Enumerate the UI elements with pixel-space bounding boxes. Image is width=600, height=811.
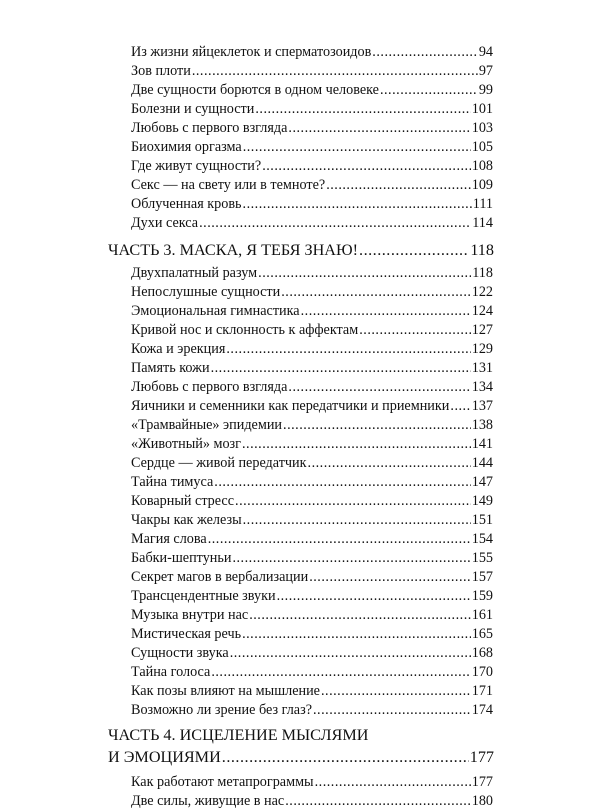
- toc-entry: [131, 529, 493, 549]
- dot-leader: [232, 548, 470, 568]
- toc-entry: [131, 175, 493, 195]
- toc-entry: [131, 548, 493, 568]
- toc-entry-page: 114: [472, 215, 493, 231]
- toc-entry: [131, 453, 493, 473]
- dot-leader: [242, 434, 471, 454]
- dot-leader: [277, 586, 471, 606]
- dot-leader: [301, 301, 471, 321]
- toc-entry: [131, 213, 493, 233]
- toc-entry-page: 168: [471, 645, 493, 661]
- dot-leader: [326, 175, 471, 195]
- toc-entry: [131, 681, 493, 701]
- toc-entry: [131, 662, 493, 682]
- toc-entry-title: Коварный стресс: [131, 493, 235, 509]
- dot-leader: [308, 453, 471, 473]
- toc-entry: [131, 791, 493, 811]
- toc-entry-page: 170: [471, 664, 493, 680]
- toc-entry-page: 159: [471, 588, 493, 604]
- dot-leader: [249, 605, 471, 625]
- toc-entry-title: Возможно ли зрение без глаз?: [131, 702, 312, 718]
- toc-entry-page: 111: [472, 196, 493, 212]
- dot-leader: [243, 137, 471, 157]
- toc-entry-page: 151: [471, 512, 493, 528]
- toc-entry-page: 137: [471, 398, 493, 414]
- toc-entry-page: 134: [471, 379, 493, 395]
- toc-entry-title: Сущности звука: [131, 645, 229, 661]
- toc-entry-title: Секс — на свету или в темноте?: [131, 177, 326, 193]
- dot-leader: [262, 156, 471, 176]
- toc-entry: [131, 396, 493, 416]
- toc-entry-page: 101: [471, 101, 493, 117]
- toc-entry-page: 124: [471, 303, 493, 319]
- dot-leader: [242, 624, 471, 644]
- toc-entry: [131, 772, 493, 792]
- toc-entry-title: Как позы влияют на мышление: [131, 683, 320, 699]
- toc-entry: [131, 282, 493, 302]
- toc-entry: [131, 42, 493, 62]
- toc-entry-title: Секрет магов в вербализации: [131, 569, 309, 585]
- toc-entry-title: Магия слова: [131, 531, 207, 547]
- toc-entry-page: 127: [471, 322, 493, 338]
- toc-entry: [131, 377, 493, 397]
- dot-leader: [359, 320, 471, 340]
- toc-entry: [131, 339, 493, 359]
- toc-entry-title: Чакры как железы: [131, 512, 242, 528]
- toc-entry-page: 97: [478, 63, 493, 79]
- toc-entry-page: 161: [471, 607, 493, 623]
- toc-entry-page: 103: [471, 120, 493, 136]
- toc-entry-title: Две сущности борются в одном человеке: [131, 82, 379, 98]
- dot-leader: [288, 377, 470, 397]
- toc-entry-page: 122: [471, 284, 493, 300]
- toc-entry: [131, 99, 493, 119]
- dot-leader: [372, 42, 478, 62]
- toc-entry-title: «Животный» мозг: [131, 436, 241, 452]
- dot-leader: [281, 282, 471, 302]
- toc-entry-title: Как работают метапрограммы: [131, 774, 314, 790]
- dot-leader: [315, 772, 471, 792]
- toc-entry-title: Музыка внутри нас: [131, 607, 249, 623]
- toc-entry-title: Яичники и семенники как передатчики и приемники: [131, 398, 450, 414]
- toc-entry-page: 165: [471, 626, 493, 642]
- toc-entry-page: 118: [472, 265, 493, 281]
- toc-entry-title: Эмоциональная гимнастика: [131, 303, 300, 319]
- toc-entry-page: 109: [471, 177, 493, 193]
- toc-entry: [131, 605, 493, 625]
- toc-entry: [131, 118, 493, 138]
- toc-entry-title: Любовь с первого взгляда: [131, 379, 288, 395]
- toc-entry-title: Бабки-шептуньи: [131, 550, 232, 566]
- toc-entry-title: Сердце — живой передатчик: [131, 455, 307, 471]
- dot-leader: [211, 662, 470, 682]
- dot-leader: [380, 80, 478, 100]
- toc-entry-page: 149: [471, 493, 493, 509]
- toc-entry-title: Двухпалатный разум: [131, 265, 258, 281]
- toc-entry: [131, 415, 493, 435]
- toc-entry: [131, 567, 493, 587]
- dot-leader: [359, 238, 469, 262]
- toc-entry-title: Кожа и эрекция: [131, 341, 226, 357]
- dot-leader: [450, 396, 470, 416]
- dot-leader: [255, 99, 470, 119]
- toc-entry: [131, 194, 493, 214]
- toc-entry-title: Непослушные сущности: [131, 284, 281, 300]
- toc-entry: [131, 643, 493, 663]
- toc-entry-title: Где живут сущности?: [131, 158, 262, 174]
- dot-leader: [243, 194, 472, 214]
- toc-entry: [131, 586, 493, 606]
- toc-entry-page: 94: [478, 44, 493, 60]
- toc-entry-page: 141: [471, 436, 493, 452]
- dot-leader: [283, 415, 471, 435]
- dot-leader: [192, 61, 478, 81]
- toc-entry-title: Тайна голоса: [131, 664, 211, 680]
- toc-entry: [131, 472, 493, 492]
- toc-entry-page: 99: [478, 82, 493, 98]
- part-3-heading: [108, 238, 494, 262]
- toc-entry-title: Из жизни яйцеклеток и сперматозоидов: [131, 44, 372, 60]
- dot-leader: [235, 491, 471, 511]
- toc-entry: [131, 156, 493, 176]
- toc-entry-page: 105: [471, 139, 493, 155]
- dot-leader: [243, 510, 471, 530]
- toc-entry-title: Две силы, живущие в нас: [131, 793, 285, 809]
- toc-entry-title: Облученная кровь: [131, 196, 242, 212]
- toc-entry: [131, 624, 493, 644]
- toc-entry-page: 155: [471, 550, 493, 566]
- dot-leader: [288, 118, 470, 138]
- dot-leader: [222, 745, 469, 769]
- toc-entry-title: Биохимия оргазма: [131, 139, 242, 155]
- toc-entry: [131, 301, 493, 321]
- dot-leader: [199, 213, 471, 233]
- toc-entry: [131, 263, 493, 283]
- toc-entry-page: 131: [471, 360, 493, 376]
- toc-entry-page: 147: [471, 474, 493, 490]
- dot-leader: [208, 529, 471, 549]
- toc-entry-title: Трансцендентные звуки: [131, 588, 276, 604]
- dot-leader: [226, 339, 470, 359]
- dot-leader: [321, 681, 471, 701]
- dot-leader: [309, 567, 471, 587]
- toc-entry: [131, 700, 493, 720]
- toc-entry-page: 129: [471, 341, 493, 357]
- toc-entry-title: Память кожи: [131, 360, 210, 376]
- toc-entry-page: 177: [471, 774, 493, 790]
- part-page: 118: [470, 241, 494, 259]
- dot-leader: [313, 700, 471, 720]
- toc-entry-page: 180: [471, 793, 493, 809]
- dot-leader: [285, 791, 470, 811]
- part-4-heading: [108, 745, 494, 769]
- toc-entry: [131, 320, 493, 340]
- dot-leader: [258, 263, 471, 283]
- part-4-heading-line1: ЧАСТЬ 4. ИСЦЕЛЕНИЕ МЫСЛЯМИ: [108, 726, 369, 744]
- toc-entry-page: 144: [471, 455, 493, 471]
- dot-leader: [230, 643, 471, 663]
- toc-entry: [131, 61, 493, 81]
- toc-entry-title: Болезни и сущности: [131, 101, 255, 117]
- toc-entry-page: 157: [471, 569, 493, 585]
- toc-entry: [131, 358, 493, 378]
- toc-entry: [131, 137, 493, 157]
- toc-entry-page: 174: [471, 702, 493, 718]
- toc-entry-title: Духи секса: [131, 215, 199, 231]
- toc-entry-page: 108: [471, 158, 493, 174]
- toc-entry-title: «Трамвайные» эпидемии: [131, 417, 283, 433]
- part-title: И ЭМОЦИЯМИ: [108, 748, 221, 766]
- dot-leader: [211, 358, 471, 378]
- toc-entry: [131, 510, 493, 530]
- toc-entry: [131, 80, 493, 100]
- toc-entry-title: Мистическая речь: [131, 626, 242, 642]
- toc-entry: [131, 434, 493, 454]
- toc-entry-page: 138: [471, 417, 493, 433]
- toc-entry-page: 171: [471, 683, 493, 699]
- toc-entry-title: Зов плоти: [131, 63, 191, 79]
- toc-entry-title: Тайна тимуса: [131, 474, 214, 490]
- toc-entry-title: Кривой нос и склонность к аффектам: [131, 322, 359, 338]
- part-title: ЧАСТЬ 3. МАСКА, Я ТЕБЯ ЗНАЮ!: [108, 241, 359, 259]
- toc-entry-page: 154: [471, 531, 493, 547]
- toc-entry-title: Любовь с первого взгляда: [131, 120, 288, 136]
- toc-entry: [131, 491, 493, 511]
- part-page: 177: [469, 748, 494, 766]
- dot-leader: [214, 472, 470, 492]
